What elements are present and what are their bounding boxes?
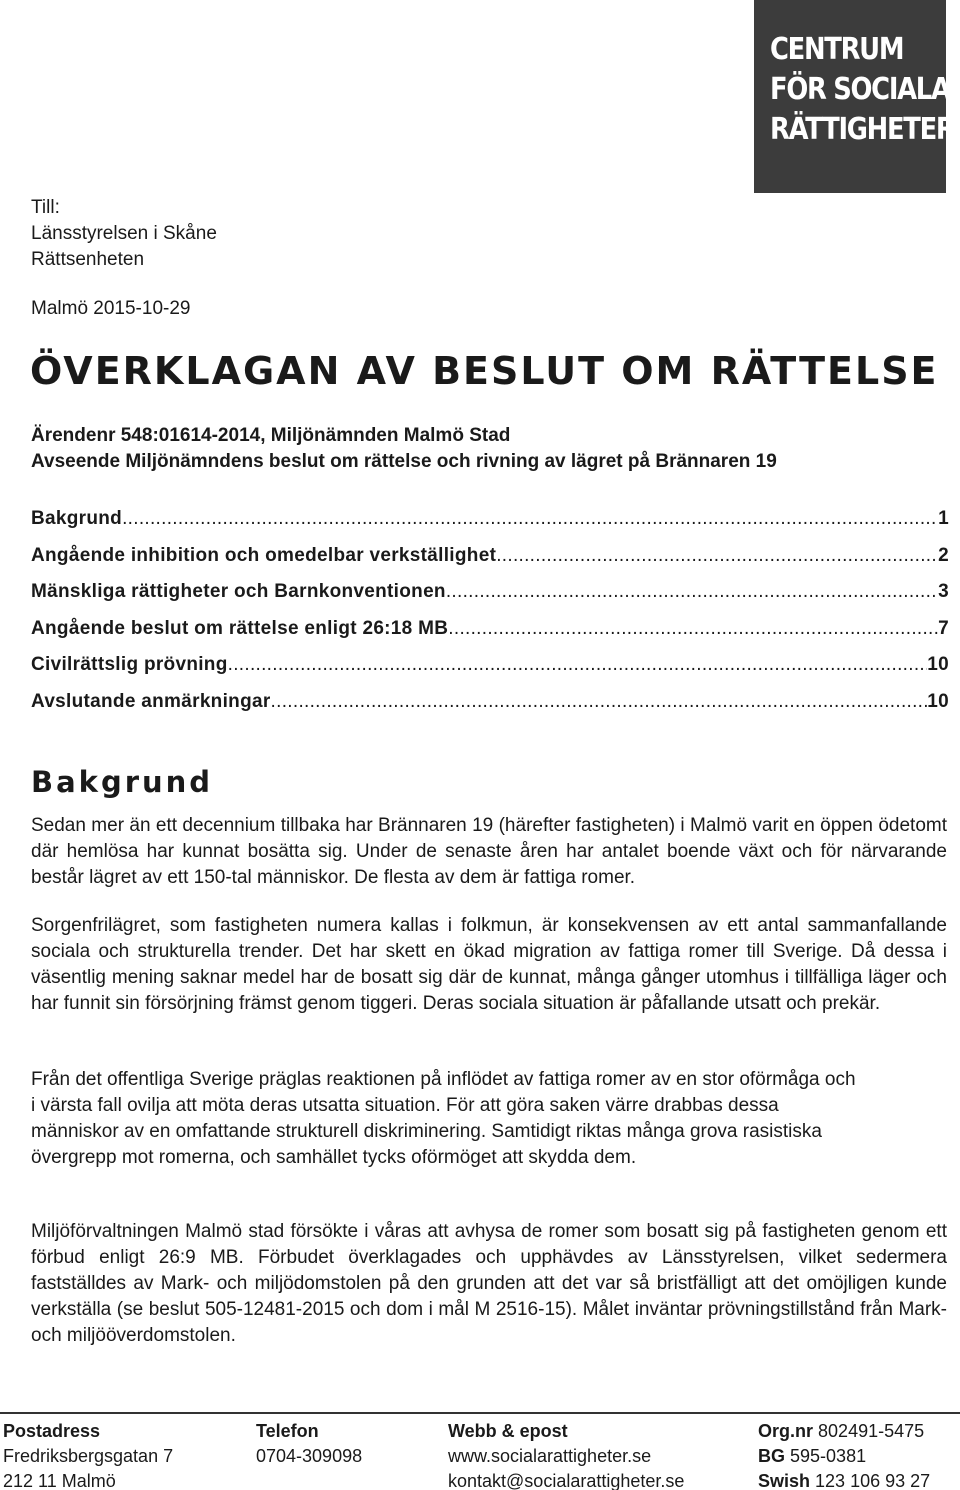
toc-item-page: 7 (938, 617, 949, 639)
toc-leader (228, 654, 928, 676)
toc-item-title: Avslutande anmärkningar (31, 690, 271, 712)
footer-org (758, 1419, 930, 1490)
document-date: Malmö 2015-10-29 (31, 298, 191, 319)
footer-swish (758, 1469, 930, 1490)
body-paragraph-4: Miljöförvaltningen Malmö stad försökte i våras att avhysa de romer som bosatt sig på fastigheten genom ett förbud enligt 26:9 MB. Förbudet överklagades och upphävdes av Länsstyrelsen, vilket sedermera fastställdes av Mark- och miljödomstolen på den grunden att det var så bristfälligt att det omöjligen kunde verkställa (se beslut 505-12481-2015 och dom i mål M 2516-15). Målet inväntar prövningstillstånd från Mark- och miljööverdomstolen. (31, 1221, 947, 1346)
toc-item-page: 10 (927, 654, 949, 675)
logo-line-2: FÖR SOCIALA (770, 72, 950, 107)
footer-orgnr-label: Org.nr (758, 1421, 814, 1441)
toc-item-rattelse[interactable] (31, 618, 949, 655)
footer-web-heading: Webb & epost (448, 1421, 568, 1441)
body-paragraph-2: Sorgenfrilägret, som fastigheten numera kallas i folkmun, är konsekvensen av ett antal sammanfallande sociala och strukturella trender. Det har skett en ökad migration av fattiga romer till Sverige. Då dessa i väsentlig mening saknar medel har de bosatt sig där de kunnat, många gånger utomhus i tillfälliga läger och har funnit sin försörjning främst genom tiggeri. Deras sociala situation är påfallande utsatt och prekär. (31, 915, 947, 1014)
footer-divider (0, 1412, 960, 1414)
footer-bg-value: 595-0381 (790, 1446, 867, 1466)
toc-item-title: Angående beslut om rättelse enligt 26:18 MB (31, 617, 449, 639)
toc-item-title: Bakgrund (31, 508, 123, 529)
toc-leader (271, 691, 928, 713)
footer-swish-value: 123 106 93 27 (815, 1471, 931, 1490)
footer-web (448, 1419, 684, 1490)
toc-item-page: 2 (938, 544, 949, 566)
footer-bg-label: BG (758, 1446, 785, 1466)
recipient-department: Rättsenheten (31, 249, 145, 270)
footer-website-link[interactable]: www.socialarattigheter.se (448, 1446, 652, 1466)
table-of-contents (31, 508, 949, 727)
recipient-block (31, 195, 217, 273)
case-number: Ärendenr 548:01614-2014, Miljönämnden Malmö Stad (31, 425, 511, 446)
footer-postal (3, 1419, 173, 1490)
page-title: ÖVERKLAGAN AV BESLUT OM RÄTTELSE (30, 349, 939, 393)
footer-bankgiro (758, 1444, 930, 1469)
toc-item-page: 1 (938, 508, 949, 529)
toc-item-civil[interactable] (31, 654, 949, 691)
toc-item-page: 3 (938, 581, 949, 602)
footer-phone (256, 1419, 362, 1469)
toc-item-title: Mänskliga rättigheter och Barnkonventionen (31, 581, 446, 602)
body-paragraph-3: Från det offentliga Sverige präglas reaktionen på inflödet av fattiga romer av en stor oförmåga och i värsta fall ovilja att möta deras utsatta situation. För att göra saken värre drabbas dessa människor av en omfattande strukturell diskriminering. Samtidigt riktas många grova rasistiska övergrepp mot romerna, och samhället tycks oförmöget att skydda dem. (31, 1069, 856, 1168)
recipient-authority: Länsstyrelsen i Skåne (31, 223, 217, 244)
recipient-to: Till: (31, 197, 60, 218)
toc-leader (122, 508, 938, 530)
toc-item-rights[interactable] (31, 581, 949, 618)
case-subject: Avseende Miljönämndens beslut om rättelse och rivning av lägret på Brännaren 19 (31, 451, 777, 472)
toc-item-inhibition[interactable] (31, 545, 949, 582)
toc-leader (496, 545, 938, 567)
toc-item-closing[interactable] (31, 691, 949, 728)
organization-logo (754, 0, 955, 193)
footer-orgnr-value: 802491-5475 (818, 1421, 925, 1441)
footer-postal-street: Fredriksbergsgatan 7 (3, 1446, 174, 1466)
toc-item-title: Civilrättslig prövning (31, 654, 228, 675)
body-paragraph-1: Sedan mer än ett decennium tillbaka har Brännaren 19 (härefter fastigheten) i Malmö varit en öppen ödetomt där hemlösa har kunnat bosätta sig. Under de senaste åren har antalet boende växt och för närvarande består lägret av ett 150-tal människor. De flesta av dem är fattiga romer. (31, 815, 947, 888)
footer-phone-number: 0704-309098 (256, 1446, 363, 1466)
footer-swish-label: Swish (758, 1471, 811, 1490)
logo-line-3: RÄTTIGHETER (770, 112, 955, 147)
logo-line-1: CENTRUM (770, 32, 904, 67)
case-reference (31, 423, 777, 475)
toc-item-page: 10 (927, 690, 949, 712)
toc-item-title: Angående inhibition och omedelbar verkställighet (31, 544, 497, 566)
footer-postal-city: 212 11 Malmö (3, 1471, 116, 1490)
toc-leader (448, 618, 938, 640)
footer-phone-heading: Telefon (256, 1421, 319, 1441)
footer-orgnr (758, 1419, 930, 1444)
footer-postal-heading: Postadress (3, 1421, 101, 1441)
toc-leader (446, 581, 938, 603)
section-heading: Bakgrund (31, 765, 214, 799)
toc-item-bakgrund[interactable] (31, 508, 949, 545)
footer-email-link[interactable]: kontakt@socialarattigheter.se (448, 1471, 685, 1490)
